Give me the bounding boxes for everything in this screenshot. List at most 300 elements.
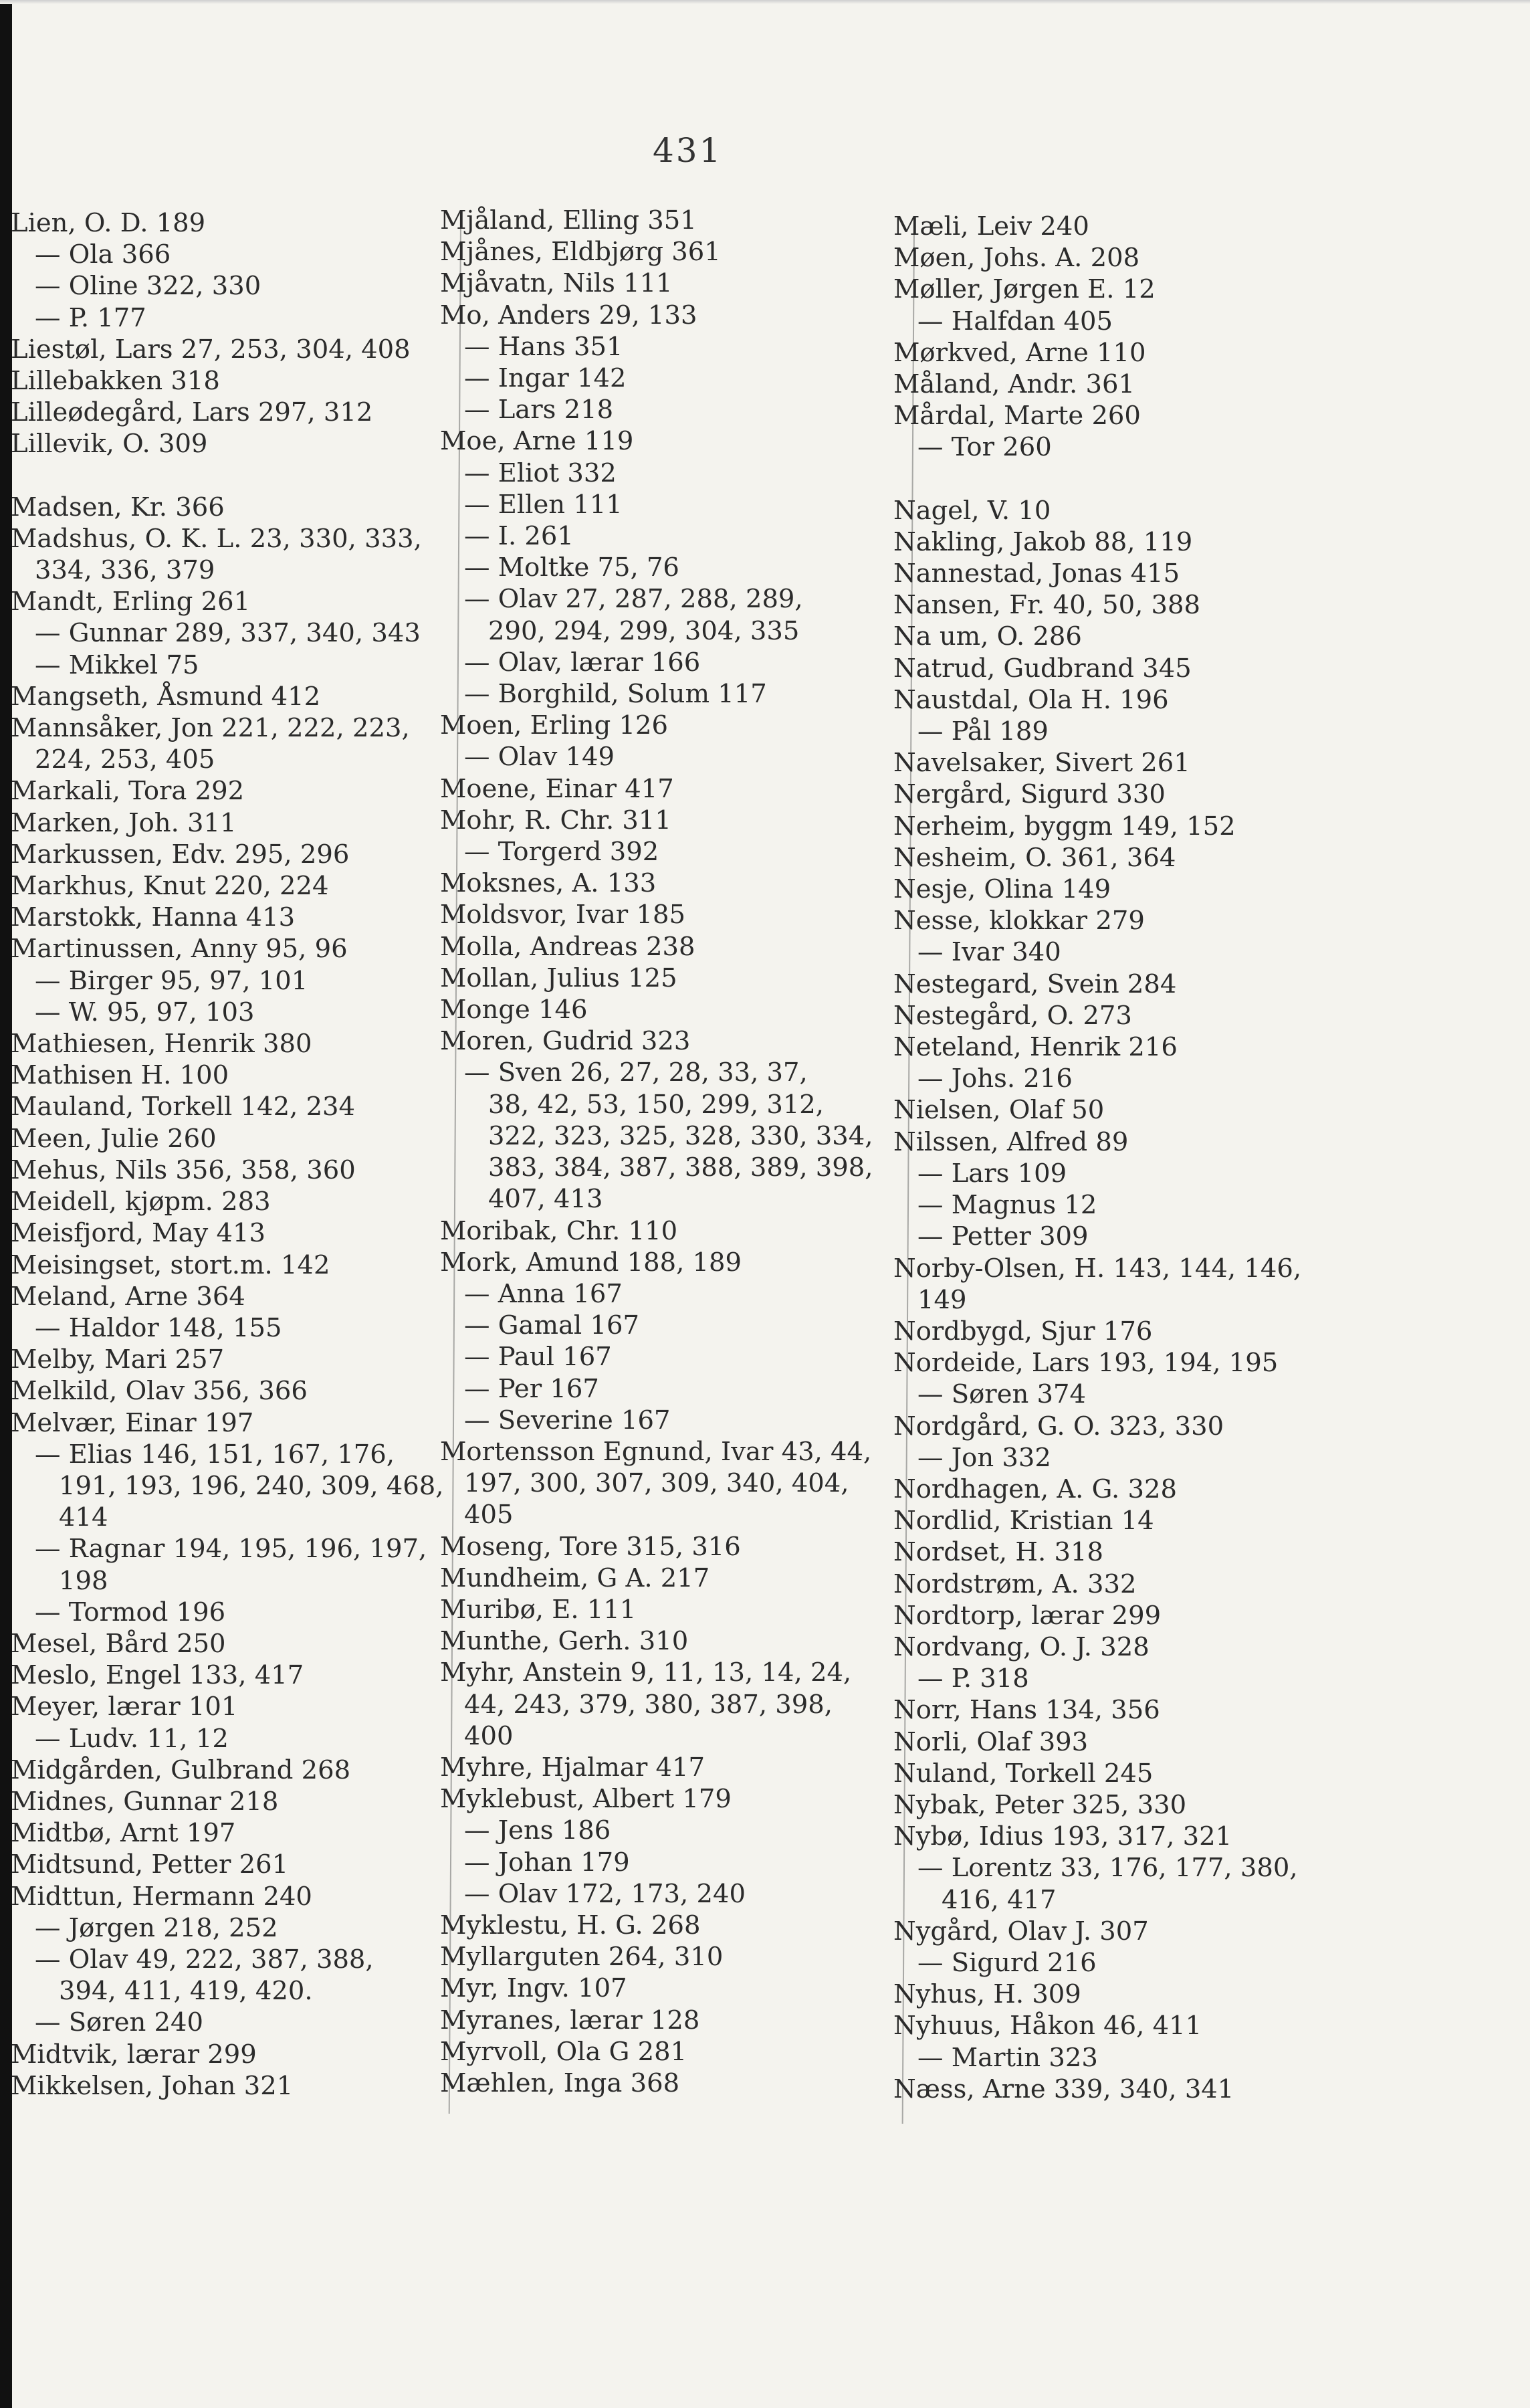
index-entry (440, 805, 895, 836)
entry-text: Nordbygd, Sjur 176 (893, 1316, 1153, 1346)
index-entry (440, 899, 895, 930)
entry-continuation: 191, 193, 196, 240, 309, 468, (59, 1470, 444, 1501)
entry-text: Nansen, Fr. 40, 50, 388 (893, 590, 1201, 621)
index-entry (11, 428, 445, 460)
index-entry (893, 1347, 1361, 1379)
entry-text: Melkild, Olav 356, 366 (11, 1376, 308, 1407)
entry-text: Myklestu, H. G. 268 (440, 1910, 701, 1940)
entry-continuation: 322, 323, 325, 328, 330, 334, (488, 1120, 873, 1151)
entry-text: Munthe, Gerh. 310 (440, 1626, 689, 1657)
page-number: 431 (653, 131, 723, 170)
entry-text: — Olav 149 (464, 742, 615, 773)
entry-text: Myranes, lærar 128 (440, 2005, 700, 2035)
index-entry (440, 773, 895, 805)
index-entry (893, 874, 1361, 905)
entry-text: Naustdal, Ola H. 196 (893, 684, 1169, 715)
entry-text: Mårdal, Marte 260 (893, 401, 1141, 431)
index-entry (440, 963, 895, 994)
entry-text: Næss, Arne 339, 340, 341 (893, 2074, 1234, 2104)
index-entry (893, 337, 1361, 369)
index-entry (11, 1407, 445, 1439)
entry-text: Nyhuus, Håkon 46, 411 (893, 2011, 1202, 2041)
entry-text: — Lars 109 (917, 1158, 1067, 1189)
index-subentry (440, 458, 895, 489)
entry-text: Madsen, Kr. 366 (11, 492, 225, 522)
entry-text: Lien, O. D. 189 (11, 208, 206, 238)
entry-text: Markhus, Knut 220, 224 (11, 871, 329, 902)
entry-text: — Ludv. 11, 12 (35, 1723, 229, 1754)
index-subentry (440, 678, 895, 710)
entry-text: — Johs. 216 (917, 1064, 1073, 1094)
index-entry (11, 586, 445, 617)
index-entry (893, 400, 1361, 431)
index-entry (11, 492, 445, 523)
entry-text: Mehus, Nils 356, 358, 360 (11, 1155, 356, 1185)
entry-text: — Anna 167 (464, 1278, 623, 1309)
index-subentry (440, 836, 895, 868)
index-entry (11, 1249, 445, 1281)
entry-text: Meidell, kjøpm. 283 (11, 1187, 271, 1217)
entry-text: — Gunnar 289, 337, 340, 343 (35, 618, 421, 649)
entry-continuation: 290, 294, 299, 304, 335 (488, 615, 800, 646)
entry-text: Måland, Andr. 361 (893, 369, 1135, 400)
index-subentry (440, 520, 895, 552)
entry-text: Nordtorp, lærar 299 (893, 1600, 1162, 1631)
index-entry (440, 300, 895, 331)
index-entry (893, 589, 1361, 621)
entry-text: Nordlid, Kristian 14 (893, 1506, 1154, 1536)
index-entry (893, 811, 1361, 842)
entry-text: Nesje, Olina 149 (893, 874, 1111, 905)
index-entry (893, 495, 1361, 526)
index-entry (893, 1316, 1361, 1347)
index-column-1 (11, 207, 445, 2102)
entry-text: Myhr, Anstein 9, 11, 13, 14, 24, (440, 1658, 852, 1688)
index-entry (440, 425, 895, 457)
index-entry (11, 1754, 445, 1786)
entry-text: — Sven 26, 27, 28, 33, 37, (464, 1058, 808, 1088)
index-entry (11, 1344, 445, 1375)
index-entry (440, 1941, 895, 1973)
entry-text: — Hans 351 (464, 331, 623, 362)
index-entry (893, 558, 1361, 589)
index-entry (440, 1594, 895, 1625)
entry-text: Mikkelsen, Johan 321 (11, 2070, 294, 2101)
index-column-2 (440, 205, 895, 2099)
entry-text: Liestøl, Lars 27, 253, 304, 408 (11, 334, 411, 365)
index-subentry (440, 363, 895, 394)
index-subentry (893, 431, 1361, 463)
entry-text: Meland, Arne 364 (11, 1281, 245, 1312)
index-entry (893, 969, 1361, 1000)
entry-text: — Sigurd 216 (917, 1947, 1097, 1978)
entry-text: — Petter 309 (917, 1221, 1089, 1252)
index-entry (893, 1505, 1361, 1536)
entry-text: Mæli, Leiv 240 (893, 211, 1089, 241)
entry-text: Meyer, lærar 101 (11, 1692, 238, 1722)
entry-text: Marken, Joh. 311 (11, 807, 237, 838)
index-entry (893, 274, 1361, 305)
entry-continuation: 198 (59, 1565, 108, 1596)
index-entry (893, 1916, 1361, 1947)
index-subentry (893, 1663, 1361, 1694)
index-entry (893, 1031, 1361, 1063)
index-subentry (893, 1221, 1361, 1252)
index-subentry (11, 239, 445, 270)
index-subentry (893, 1852, 1361, 1915)
index-entry (893, 1094, 1361, 1126)
index-entry (11, 1881, 445, 1912)
index-entry (893, 905, 1361, 936)
index-subentry (440, 489, 895, 520)
index-entry (893, 1126, 1361, 1158)
entry-text: Mollan, Julius 125 (440, 963, 677, 993)
index-entry (893, 242, 1361, 274)
entry-text: Mohr, R. Chr. 311 (440, 805, 671, 835)
entry-text: — Haldor 148, 155 (35, 1312, 282, 1343)
index-subentry (440, 1878, 895, 1910)
index-entry (11, 712, 445, 775)
index-entry (440, 1563, 895, 1594)
entry-text: Moldsvor, Ivar 185 (440, 900, 685, 930)
index-entry (11, 2070, 445, 2102)
entry-continuation: 416, 417 (942, 1884, 1057, 1915)
index-subentry (893, 306, 1361, 337)
entry-text: — Olav 27, 287, 288, 289, (464, 584, 803, 615)
index-entry (893, 2010, 1361, 2041)
entry-text: — Per 167 (464, 1373, 599, 1404)
index-entry (440, 2036, 895, 2068)
entry-text: — Søren 240 (35, 2007, 203, 2038)
entry-text: Nesse, klokkar 279 (893, 906, 1145, 936)
index-entry (893, 1600, 1361, 1631)
entry-text: Midttun, Hermann 240 (11, 1881, 312, 1912)
entry-text: Molla, Andreas 238 (440, 931, 695, 962)
index-entry (893, 1253, 1361, 1316)
entry-continuation: 197, 300, 307, 309, 340, 404, (464, 1468, 849, 1499)
index-subentry (893, 1189, 1361, 1221)
index-entry (11, 1375, 445, 1407)
entry-text: Norby-Olsen, H. 143, 144, 146, (893, 1253, 1302, 1284)
entry-text: Nakling, Jakob 88, 119 (893, 526, 1193, 557)
index-entry (11, 1691, 445, 1722)
entry-text: Mo, Anders 29, 133 (440, 300, 697, 330)
entry-text: Mangseth, Åsmund 412 (11, 681, 321, 712)
index-entry (11, 1817, 445, 1849)
entry-text: — Torgerd 392 (464, 837, 659, 868)
index-subentry (11, 1439, 445, 1534)
index-subentry (11, 1944, 445, 2007)
entry-text: Nestegård, O. 273 (893, 1000, 1132, 1031)
entry-text: Mjånes, Eldbjørg 361 (440, 237, 721, 268)
entry-text: — Martin 323 (917, 2042, 1098, 2073)
entry-text: Myr, Ingv. 107 (440, 1973, 627, 2004)
index-entry (11, 2039, 445, 2070)
index-entry (11, 1186, 445, 1217)
entry-text: — Pål 189 (917, 716, 1049, 747)
index-entry (11, 207, 445, 239)
entry-text: — Olav 172, 173, 240 (464, 1878, 746, 1909)
entry-text: Nagel, V. 10 (893, 495, 1051, 526)
index-entry (893, 621, 1361, 652)
entry-text: Mæhlen, Inga 368 (440, 2068, 680, 2098)
entry-text: Mork, Amund 188, 189 (440, 1247, 742, 1278)
entry-text: Moseng, Tore 315, 316 (440, 1531, 741, 1562)
entry-text: — Ivar 340 (917, 937, 1061, 968)
entry-continuation: 224, 253, 405 (35, 744, 215, 775)
index-entry (440, 236, 895, 268)
entry-text: Mjåvatn, Nils 111 (440, 268, 673, 299)
entry-text: — Ingar 142 (464, 363, 627, 394)
entry-text: Monge 146 (440, 995, 588, 1025)
entry-text: Mannsåker, Jon 221, 222, 223, (11, 713, 410, 744)
index-entry (11, 1628, 445, 1660)
entry-continuation: 405 (464, 1500, 514, 1530)
index-entry (440, 205, 895, 236)
index-subentry (11, 965, 445, 997)
index-entry (893, 211, 1361, 242)
entry-text: — Moltke 75, 76 (464, 553, 679, 583)
entry-text: Myrvoll, Ola G 281 (440, 2036, 687, 2067)
index-entry (440, 931, 895, 963)
entry-text: Nyhus, H. 309 (893, 1979, 1081, 2010)
index-subentry (440, 583, 895, 646)
entry-continuation: 394, 411, 419, 420. (59, 1976, 313, 2007)
index-entry (440, 868, 895, 899)
entry-text: — Ellen 111 (464, 489, 623, 520)
entry-text: — Jon 332 (917, 1442, 1051, 1473)
index-entry (440, 1436, 895, 1531)
index-entry (893, 369, 1361, 400)
index-entry (893, 1789, 1361, 1821)
index-entry (893, 1000, 1361, 1031)
entry-continuation: 400 (464, 1720, 514, 1751)
entry-text: Meslo, Engel 133, 417 (11, 1660, 304, 1691)
entry-text: Myhre, Hjalmar 417 (440, 1752, 705, 1783)
index-subentry (440, 331, 895, 363)
index-entry (893, 1821, 1361, 1852)
index-subentry (440, 552, 895, 583)
index-subentry (11, 2007, 445, 2038)
index-subentry (893, 1442, 1361, 1474)
index-subentry (440, 1847, 895, 1878)
index-entry (11, 807, 445, 839)
entry-text: Moksnes, A. 133 (440, 868, 657, 899)
entry-text: Lilleødegård, Lars 297, 312 (11, 397, 373, 428)
index-entry (11, 1123, 445, 1155)
entry-text: — Jens 186 (464, 1815, 611, 1846)
entry-text: Myklebust, Albert 179 (440, 1784, 732, 1815)
entry-text: — Olav, lærar 166 (464, 647, 701, 678)
entry-text: — Eliot 332 (464, 458, 617, 488)
index-entry (893, 842, 1361, 874)
entry-text: — Magnus 12 (917, 1190, 1097, 1221)
entry-text: Moene, Einar 417 (440, 773, 674, 804)
entry-text: — Oline 322, 330 (35, 271, 261, 302)
index-subentry (893, 1158, 1361, 1189)
index-entry (11, 1281, 445, 1312)
entry-text: Nesheim, O. 361, 364 (893, 842, 1176, 873)
entry-text: Nybø, Idius 193, 317, 321 (893, 1821, 1232, 1852)
index-subentry (440, 394, 895, 425)
entry-continuation: 407, 413 (488, 1184, 603, 1215)
entry-text: — P. 177 (35, 302, 146, 333)
entry-text: Midtbø, Arnt 197 (11, 1818, 236, 1849)
entry-text: Mathisen H. 100 (11, 1060, 229, 1091)
index-entry (11, 523, 445, 586)
index-entry (893, 2074, 1361, 2105)
entry-text: — Jørgen 218, 252 (35, 1912, 278, 1943)
index-entry (893, 1979, 1361, 2010)
entry-text: Midtvik, lærar 299 (11, 2039, 257, 2070)
index-subentry (440, 1341, 895, 1373)
entry-text: Nordhagen, A. G. 328 (893, 1474, 1177, 1504)
entry-text: — P. 318 (917, 1664, 1029, 1694)
index-entry (11, 933, 445, 965)
index-entry (440, 710, 895, 741)
entry-text: Nergård, Sigurd 330 (893, 779, 1166, 810)
index-entry (893, 1758, 1361, 1789)
index-entry (893, 1631, 1361, 1663)
index-entry (893, 1411, 1361, 1442)
entry-text: Marstokk, Hanna 413 (11, 902, 296, 933)
index-entry (440, 1752, 895, 1783)
entry-text: — Søren 374 (917, 1379, 1086, 1410)
index-subentry (440, 1373, 895, 1405)
entry-text: Nordeide, Lars 193, 194, 195 (893, 1348, 1279, 1379)
index-column-3 (893, 211, 1361, 2105)
entry-text: — Birger 95, 97, 101 (35, 965, 308, 996)
entry-text: — Borghild, Solum 117 (464, 679, 767, 710)
entry-text: Meisingset, stort.m. 142 (11, 1249, 330, 1280)
index-subentry (440, 1057, 895, 1215)
entry-text: — Elias 146, 151, 167, 176, (35, 1439, 395, 1470)
entry-text: Mortensson Egnund, Ivar 43, 44, (440, 1436, 872, 1467)
entry-text: — Mikkel 75 (35, 649, 199, 680)
entry-text: Møen, Johs. A. 208 (893, 243, 1140, 274)
entry-text: Mørkved, Arne 110 (893, 337, 1146, 368)
entry-text: — Olav 49, 222, 387, 388, (35, 1944, 374, 1975)
entry-text: Nordstrøm, A. 332 (893, 1569, 1137, 1599)
index-subentry (893, 2042, 1361, 2074)
entry-text: Nilssen, Alfred 89 (893, 1126, 1129, 1157)
entry-text: — Lorentz 33, 176, 177, 380, (917, 1853, 1298, 1884)
entry-text: Myllarguten 264, 310 (440, 1942, 724, 1973)
index-entry (440, 2068, 895, 2099)
entry-text: Muribø, E. 111 (440, 1594, 637, 1625)
entry-text: — Lars 218 (464, 395, 614, 425)
index-entry (440, 268, 895, 299)
index-subentry (893, 936, 1361, 968)
entry-text: Nerheim, byggm 149, 152 (893, 811, 1236, 841)
index-entry (11, 775, 445, 807)
index-entry (11, 1091, 445, 1122)
entry-text: Mathiesen, Henrik 380 (11, 1029, 312, 1060)
index-subentry (440, 741, 895, 773)
index-entry (893, 779, 1361, 810)
entry-text: Na um, O. 286 (893, 621, 1082, 652)
index-entry (11, 1217, 445, 1249)
entry-text: — W. 95, 97, 103 (35, 997, 255, 1027)
entry-text: — Gamal 167 (464, 1310, 639, 1341)
entry-text: Nestegard, Svein 284 (893, 969, 1177, 999)
index-subentry (893, 716, 1361, 747)
index-entry (893, 526, 1361, 558)
entry-text: Nuland, Torkell 245 (893, 1758, 1154, 1789)
index-entry (893, 653, 1361, 684)
entry-continuation: 383, 384, 387, 388, 389, 398, (488, 1152, 873, 1183)
entry-text: Moribak, Chr. 110 (440, 1215, 678, 1246)
index-subentry (11, 617, 445, 649)
entry-text: Markali, Tora 292 (11, 776, 245, 807)
entry-text: Moe, Arne 119 (440, 426, 634, 457)
index-entry (440, 1247, 895, 1278)
entry-text: Nordset, H. 318 (893, 1537, 1103, 1568)
index-entry (893, 1694, 1361, 1726)
index-subentry (440, 1310, 895, 1341)
index-entry (893, 1726, 1361, 1758)
index-entry (440, 994, 895, 1025)
index-entry (11, 902, 445, 933)
index-entry (11, 1060, 445, 1091)
scan-top-edge (0, 0, 1530, 4)
index-entry (893, 747, 1361, 779)
entry-text: Norli, Olaf 393 (893, 1726, 1089, 1757)
entry-text: Meisfjord, May 413 (11, 1218, 266, 1249)
index-subentry (11, 1533, 445, 1596)
entry-text: Martinussen, Anny 95, 96 (11, 934, 348, 965)
entry-text: Nielsen, Olaf 50 (893, 1095, 1105, 1126)
entry-text: Nannestad, Jonas 415 (893, 559, 1180, 589)
index-subentry (11, 649, 445, 681)
index-subentry (11, 1312, 445, 1344)
index-entry (893, 1474, 1361, 1505)
entry-text: — Johan 179 (464, 1847, 630, 1878)
index-entry (440, 1910, 895, 1941)
index-entry (11, 1786, 445, 1817)
index-entry (440, 1783, 895, 1815)
index-subentry (440, 1815, 895, 1846)
index-subentry (11, 1912, 445, 1944)
entry-text: Norr, Hans 134, 356 (893, 1695, 1160, 1726)
entry-text: Mandt, Erling 261 (11, 587, 251, 617)
index-subentry (11, 302, 445, 334)
entry-text: — Tor 260 (917, 432, 1052, 463)
entry-text: Melby, Mari 257 (11, 1344, 225, 1375)
index-subentry (11, 1723, 445, 1754)
entry-text: Navelsaker, Sivert 261 (893, 748, 1190, 779)
index-entry (440, 1657, 895, 1752)
entry-text: — Tormod 196 (35, 1597, 226, 1627)
entry-text: Mauland, Torkell 142, 234 (11, 1092, 356, 1122)
index-subentry (893, 1063, 1361, 1094)
index-subentry (11, 997, 445, 1028)
index-entry (11, 1155, 445, 1186)
index-entry (893, 1569, 1361, 1600)
index-entry (440, 1973, 895, 2004)
index-entry (893, 684, 1361, 716)
entry-text: Nordvang, O. J. 328 (893, 1631, 1150, 1662)
entry-text: Madshus, O. K. L. 23, 330, 333, (11, 523, 422, 554)
entry-continuation: 334, 336, 379 (35, 555, 215, 586)
entry-text: Lillevik, O. 309 (11, 429, 208, 460)
entry-text: — Ragnar 194, 195, 196, 197, (35, 1534, 427, 1565)
entry-text: Mjåland, Elling 351 (440, 205, 697, 235)
entry-text: Markussen, Edv. 295, 296 (11, 839, 350, 870)
index-subentry (440, 647, 895, 678)
entry-text: — Paul 167 (464, 1342, 612, 1373)
index-entry (11, 365, 445, 397)
